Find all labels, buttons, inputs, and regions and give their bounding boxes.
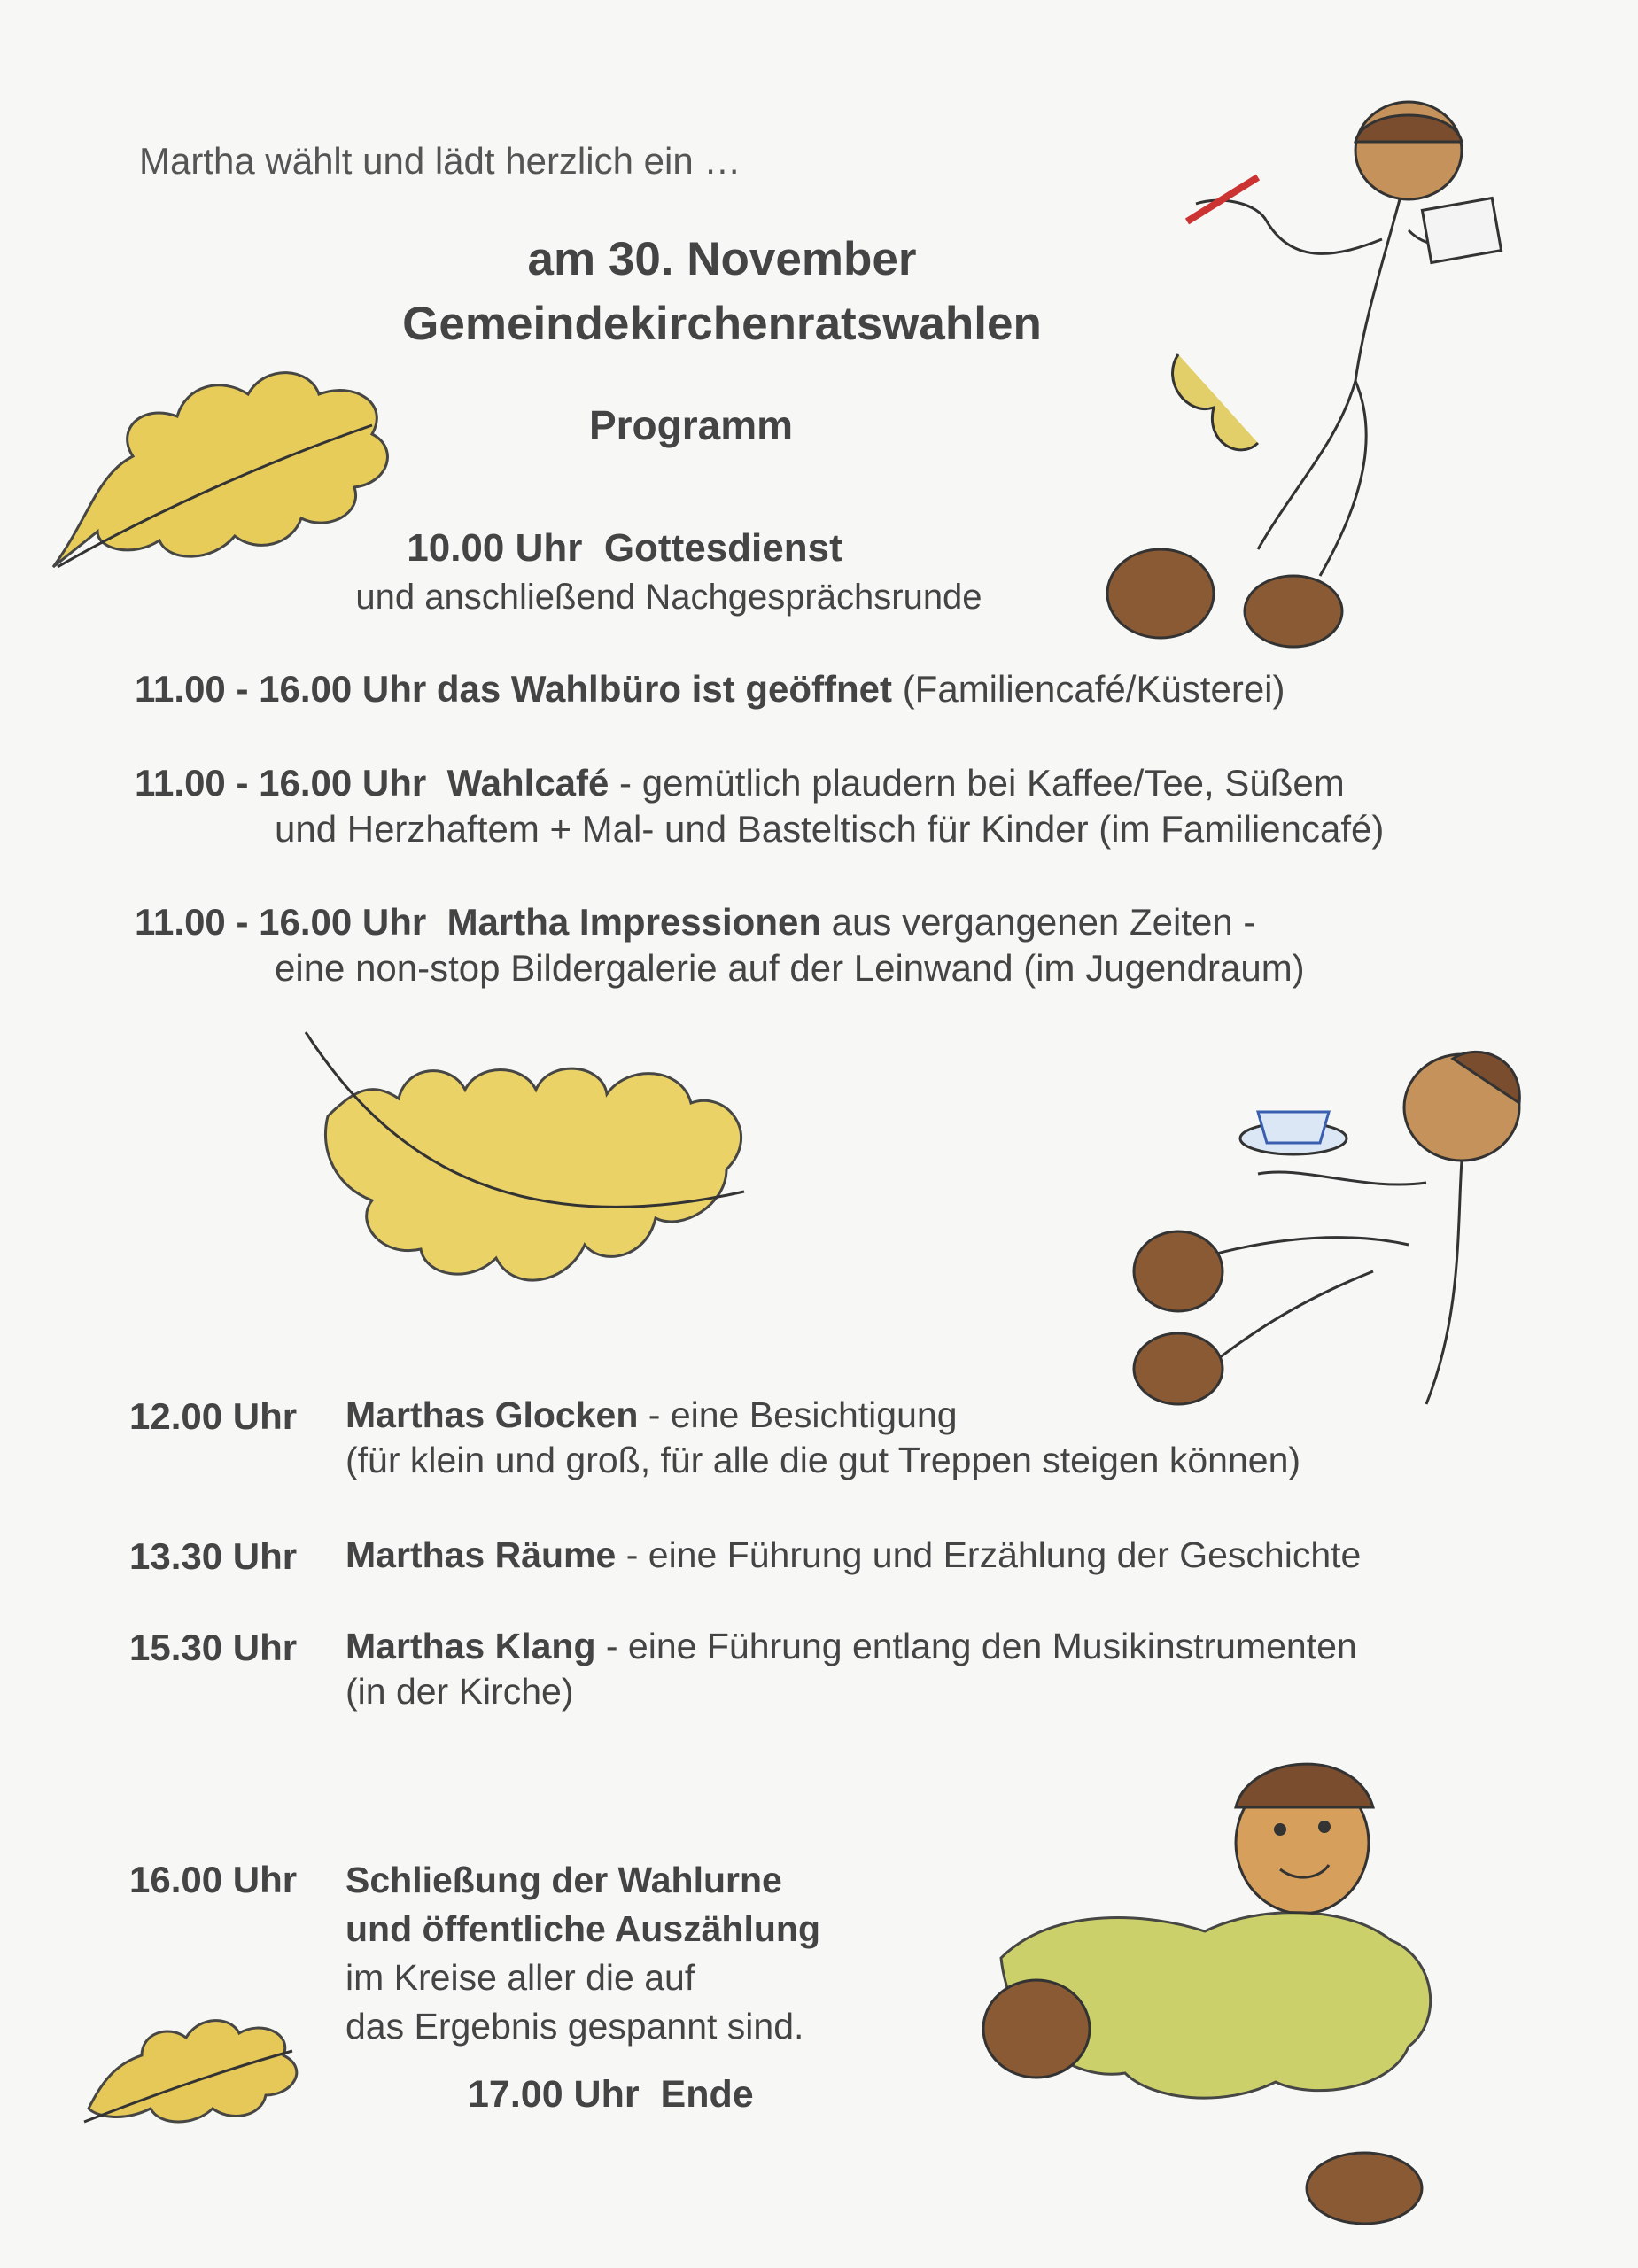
oak-leaf-icon bbox=[301, 1028, 762, 1329]
event-title: Marthas Glocken bbox=[345, 1394, 639, 1435]
service-title: Gottesdienst bbox=[603, 526, 842, 570]
event-time: 16.00 Uhr bbox=[129, 1859, 298, 1900]
closing-desc-1: im Kreise aller die auf bbox=[345, 1957, 695, 1998]
event-time: 13.30 Uhr bbox=[129, 1535, 298, 1577]
event-desc-continued: (für klein und groß, für alle die gut Treppen steigen können) bbox=[345, 1440, 1301, 1480]
event-desc: - eine Führung entlang den Musikinstrumenten bbox=[595, 1626, 1357, 1666]
event-body bbox=[345, 1624, 1357, 1714]
intro-text: Martha wählt und lädt herzlich ein … bbox=[139, 140, 741, 182]
acorn-figure-voting-icon bbox=[1090, 89, 1550, 656]
program-item-wahlcafe bbox=[135, 760, 1384, 852]
acorn-figure-coffee-icon bbox=[1107, 1032, 1568, 1475]
event-title: Marthas Räume bbox=[345, 1534, 617, 1575]
closing-desc-2: das Ergebnis gespannt sind. bbox=[345, 2006, 804, 2047]
end-title: Ende bbox=[660, 2073, 754, 2116]
event-desc: - eine Besichtigung bbox=[638, 1394, 958, 1435]
program-heading: Programm bbox=[588, 402, 794, 448]
item-desc: aus vergangenen Zeiten - bbox=[821, 901, 1256, 943]
event-body bbox=[345, 1533, 1361, 1578]
event-time: 12.00 Uhr bbox=[129, 1395, 298, 1437]
event-date: am 30. November bbox=[527, 233, 917, 285]
item-desc-continued: und Herzhaftem + Mal- und Basteltisch für Kinder (im Familiencafé) bbox=[275, 808, 1385, 850]
item-time: 11.00 - 16.00 Uhr bbox=[135, 762, 427, 804]
event-time: 15.30 Uhr bbox=[129, 1627, 298, 1668]
program-item-wahlbuero bbox=[135, 666, 1285, 712]
end-line bbox=[468, 2073, 754, 2117]
item-title: Martha Impressionen bbox=[446, 901, 822, 943]
event-title: Gemeindekirchenratswahlen bbox=[402, 298, 1042, 350]
event-title: Marthas Klang bbox=[345, 1626, 596, 1666]
item-title: Wahlcafé bbox=[446, 762, 609, 804]
program-item-impressionen bbox=[135, 899, 1305, 991]
item-time: 11.00 - 16.00 Uhr bbox=[135, 668, 427, 710]
closing-title-1: Schließung der Wahlurne bbox=[345, 1860, 782, 1900]
acorn-figure-reading-icon bbox=[974, 1728, 1471, 2233]
item-desc: - gemütlich plaudern bei Kaffee/Tee, Süßem bbox=[609, 762, 1345, 804]
oak-leaf-icon bbox=[35, 341, 416, 589]
closing-title-2: und öffentliche Auszählung bbox=[345, 1908, 821, 1949]
event-desc-continued: (in der Kirche) bbox=[345, 1671, 574, 1712]
oak-leaf-icon bbox=[71, 1984, 319, 2135]
item-desc-continued: eine non-stop Bildergalerie auf der Leinwand (im Jugendraum) bbox=[275, 947, 1305, 989]
service-subtitle: und anschließend Nachgesprächsrunde bbox=[355, 578, 982, 617]
item-time: 11.00 - 16.00 Uhr bbox=[135, 901, 427, 943]
item-desc: (Familiencafé/Küsterei) bbox=[902, 668, 1285, 710]
event-body bbox=[345, 1856, 820, 2051]
item-title: das Wahlbüro ist geöffnet bbox=[436, 668, 893, 710]
service-time: 10.00 Uhr bbox=[407, 526, 583, 570]
event-desc: - eine Führung und Erzählung der Geschichte bbox=[616, 1534, 1362, 1575]
end-time: 17.00 Uhr bbox=[468, 2073, 640, 2116]
